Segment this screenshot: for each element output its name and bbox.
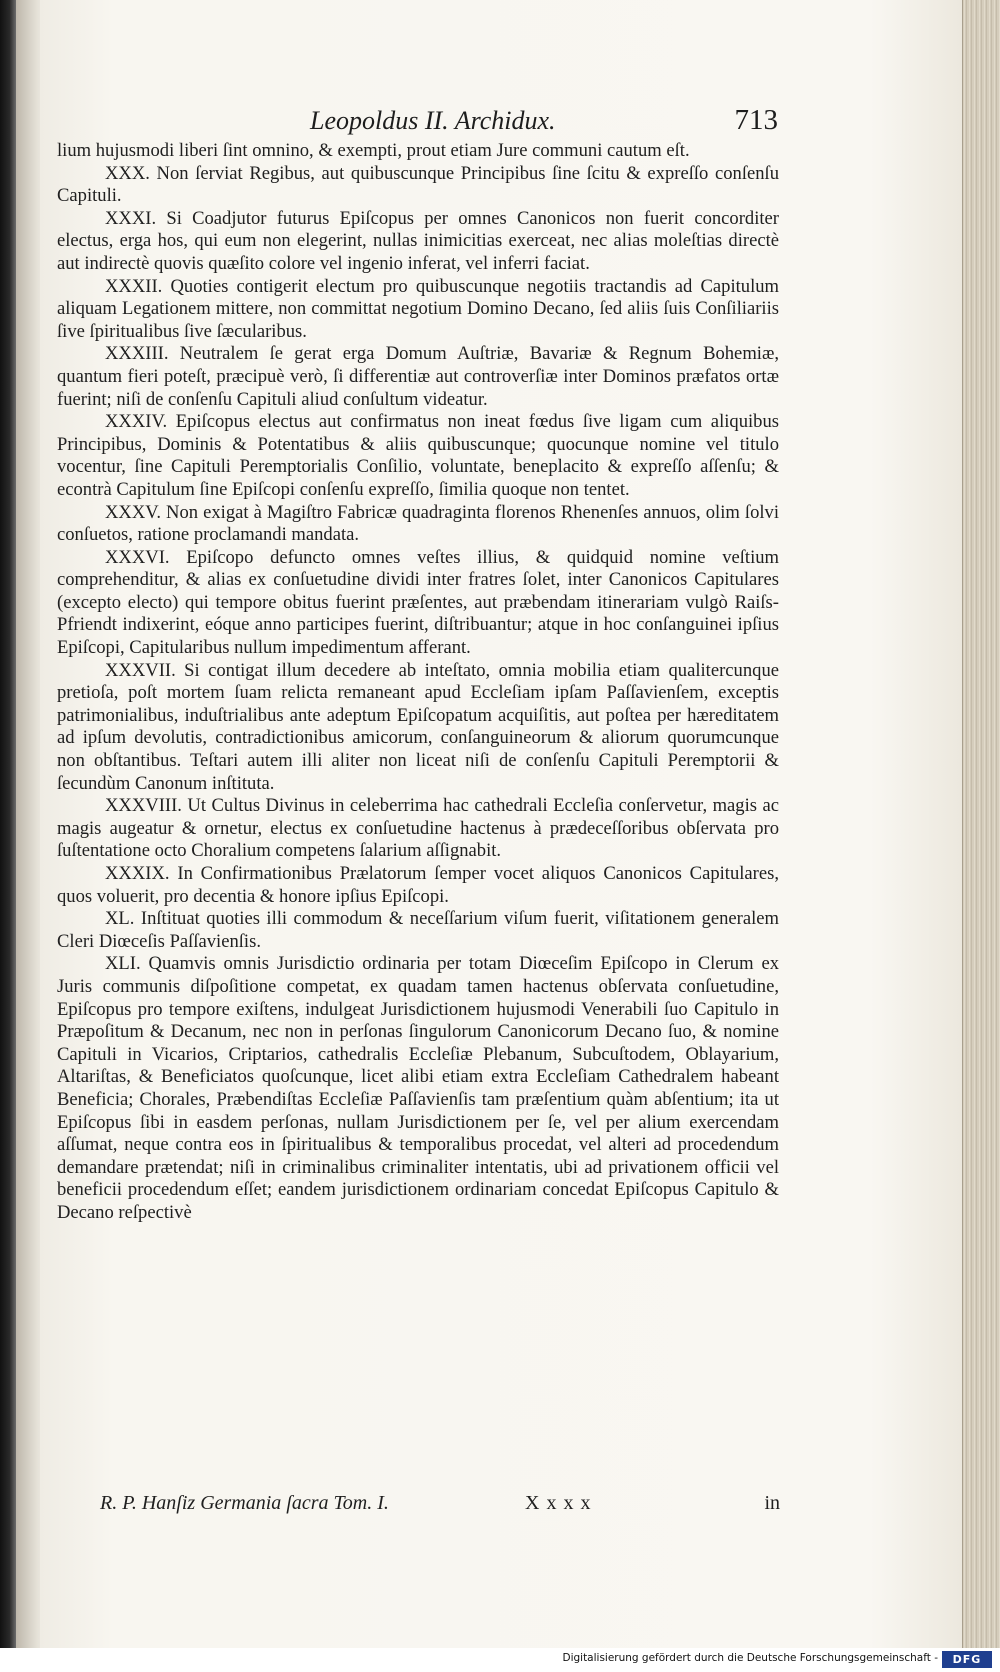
paragraph-xxxiv: XXXIV. Epiſcopus electus aut confirmatus non ineat fœdus ſive ligam cum aliquibus Principibus, Dominis & Potentatibus & aliis quibuscunque; quocunque nomine vel titulo vocentur, ſine Capituli Peremptorialis Conſilio, voluntate, beneplacito & expreſſo aſſenſu; & econtrà Capitulum ſine Epiſcopi conſenſu expreſſo, ſimilia quoque non tentet. (57, 411, 779, 500)
footer-source: R. P. Hanſiz Germania ſacra Tom. I. (100, 1492, 389, 1514)
attribution-bar (0, 1648, 1000, 1672)
paragraph-xxxix: XXXIX. In Confirmationibus Prælatorum ſemper vocet aliquos Canonicos Capitulares, quos voluerit, pro decentia & honore ipſius Epiſcopi. (57, 863, 779, 907)
signature-mark: X x x x (525, 1492, 592, 1514)
page-number: 713 (734, 104, 778, 136)
paragraph-xxxiii: XXXIII. Neutralem ſe gerat erga Domum Auſtriæ, Bavariæ & Regnum Bohemiæ, quantum fieri poteſt, præcipuè verò, ſi differentiæ aut controverſiæ inter Dominos præfatos ortæ fuerint; niſi de conſenſu Capituli aliud conſultum videatur. (57, 343, 779, 410)
paragraph-xxxi: XXXI. Si Coadjutor futurus Epiſcopus per omnes Canonicos non fuerit concorditer electus, erga hos, qui eum non elegerint, nullas inimicitias exerceat, nec alias moleſtias directè aut indirectè quovis quæſito colore vel ingenio inferat, vel inferri faciat. (57, 207, 779, 274)
book-binding-shadow (0, 0, 16, 1648)
paragraph-xxxii: XXXII. Quoties contigerit electum pro quibuscunque negotiis tractandis ad Capitulum aliquam Legationem mittere, non committat negotium Domino Decano, ſed aliis ſuis Conſiliariis ſive ſpiritualibus ſive ſæcularibus. (57, 275, 779, 342)
page-footer (60, 1492, 780, 1522)
page-header (60, 100, 780, 140)
paragraph-continuation: lium hujusmodi liberi ſint omnino, & exempti, prout etiam Jure communi cautum eſt. (57, 140, 690, 161)
page-fore-edge (962, 0, 1000, 1648)
paragraph-xxx: XXX. Non ſerviat Regibus, aut quibuscunque Principibus ſine ſcitu & expreſſo conſenſu Capituli. (57, 162, 779, 207)
paragraph-xxxvii: XXXVII. Si contigat illum decedere ab inteſtato, omnia mobilia etiam qualitercunque pretioſa, poſt mortem ſuam relicta remaneant apud Eccleſiam ipſam Paſſavienſem, exceptis patrimonialibus, induſtrialibus ante adeptum Epiſcopatum acquiſitis, aut poſtea per hæreditatem ad ipſum devolutis, contradictionibus amicorum, conſanguineorum & aliorum quorumcunque non obſtantibus. Teſtari autem illi aliter non liceat niſi de conſenſu Capituli Peremptorii & ſecundùm Canonum inſtituta. (57, 659, 779, 794)
attribution-text: Digitalisierung gefördert durch die Deutsche Forschungsgemeinschaft - (562, 1652, 938, 1664)
page-body-text (57, 140, 779, 1225)
paragraph-xxxv: XXXV. Non exigat à Magiſtro Fabricæ quadraginta florenos Rhenenſes annuos, olim ſolvi conſuetos, ratione proclamandi mandata. (57, 501, 779, 546)
dfg-logo: DFG (942, 1651, 992, 1668)
paragraph-xl: XL. Inſtituat quoties illi commodum & neceſſarium viſum fuerit, viſitationem generalem Cleri Diœceſis Paſſavienſis. (57, 908, 779, 952)
paragraph-xxxvi: XXXVI. Epiſcopo defuncto omnes veſtes illius, & quidquid nomine veſtium comprehenditur, & alias ex conſuetudine dividi inter fratres ſolet, inter Canonicos Capitulares (excepto electo) qui tempore obitus fuerint præſentes, aut præbendam itinerariam vulgò Raiſs-Pfriendt indixerint, eóque anno participes fuerint, diſtribuantur; atque in hoc conſanguinei ipſius Epiſcopi, Capitularibus nullum impedimentum afferant. (57, 546, 779, 659)
paragraph-xxxviii: XXXVIII. Ut Cultus Divinus in celeberrima hac cathedrali Eccleſia conſervetur, magis ac magis augeatur & ornetur, electus ex conſuetudine hactenus à prædeceſſoribus obſervata pro ſuſtentatione octo Choralium competens ſalarium aſſignabit. (57, 795, 779, 862)
catchword: in (764, 1492, 780, 1514)
running-title: Leopoldus II. Archidux. (310, 106, 556, 135)
paragraph-xli: XLI. Quamvis omnis Jurisdictio ordinaria per totam Diœceſim Epiſcopo in Clerum ex Juris communis diſpoſitione competat, ex quadam tamen hactenus obſervata conſuetudine, Epiſcopus pro tempore exiſtens, indulgeat Jurisdictionem hujusmodi Venerabili ſuo Capitulo in Præpoſitum & Decanum, nec non in perſonas ſingulorum Canonicorum Decano ſuo, & nomine Capituli in Vicarios, Criptarios, cathedralis Eccleſiæ Plebanum, Subcuſtodem, Oblayarium, Altariſtas, & Beneficiatos quoſcunque, licet alibi etiam extra Eccleſiam Cathedralem habeant Beneficia; Chorales, Præbendiſtas Eccleſiæ Paſſavienſis tam præſentium quàm abſentium; ita ut Epiſcopus ſibi in easdem perſonas, nullam Jurisdictionem per ſe, vel per alium exercendam aſſumat, neque contra eos in ſpiritualibus & temporalibus procedat, vel alteri ad procedendum demandare prætendat; niſi in criminalibus criminaliter intentatis, ubi ad privationem officii vel beneficii procedendum eſſet; eandem jurisdictionem ordinariam concedat Epiſcopus Capitulo & Decano reſpectivè (57, 953, 779, 1223)
